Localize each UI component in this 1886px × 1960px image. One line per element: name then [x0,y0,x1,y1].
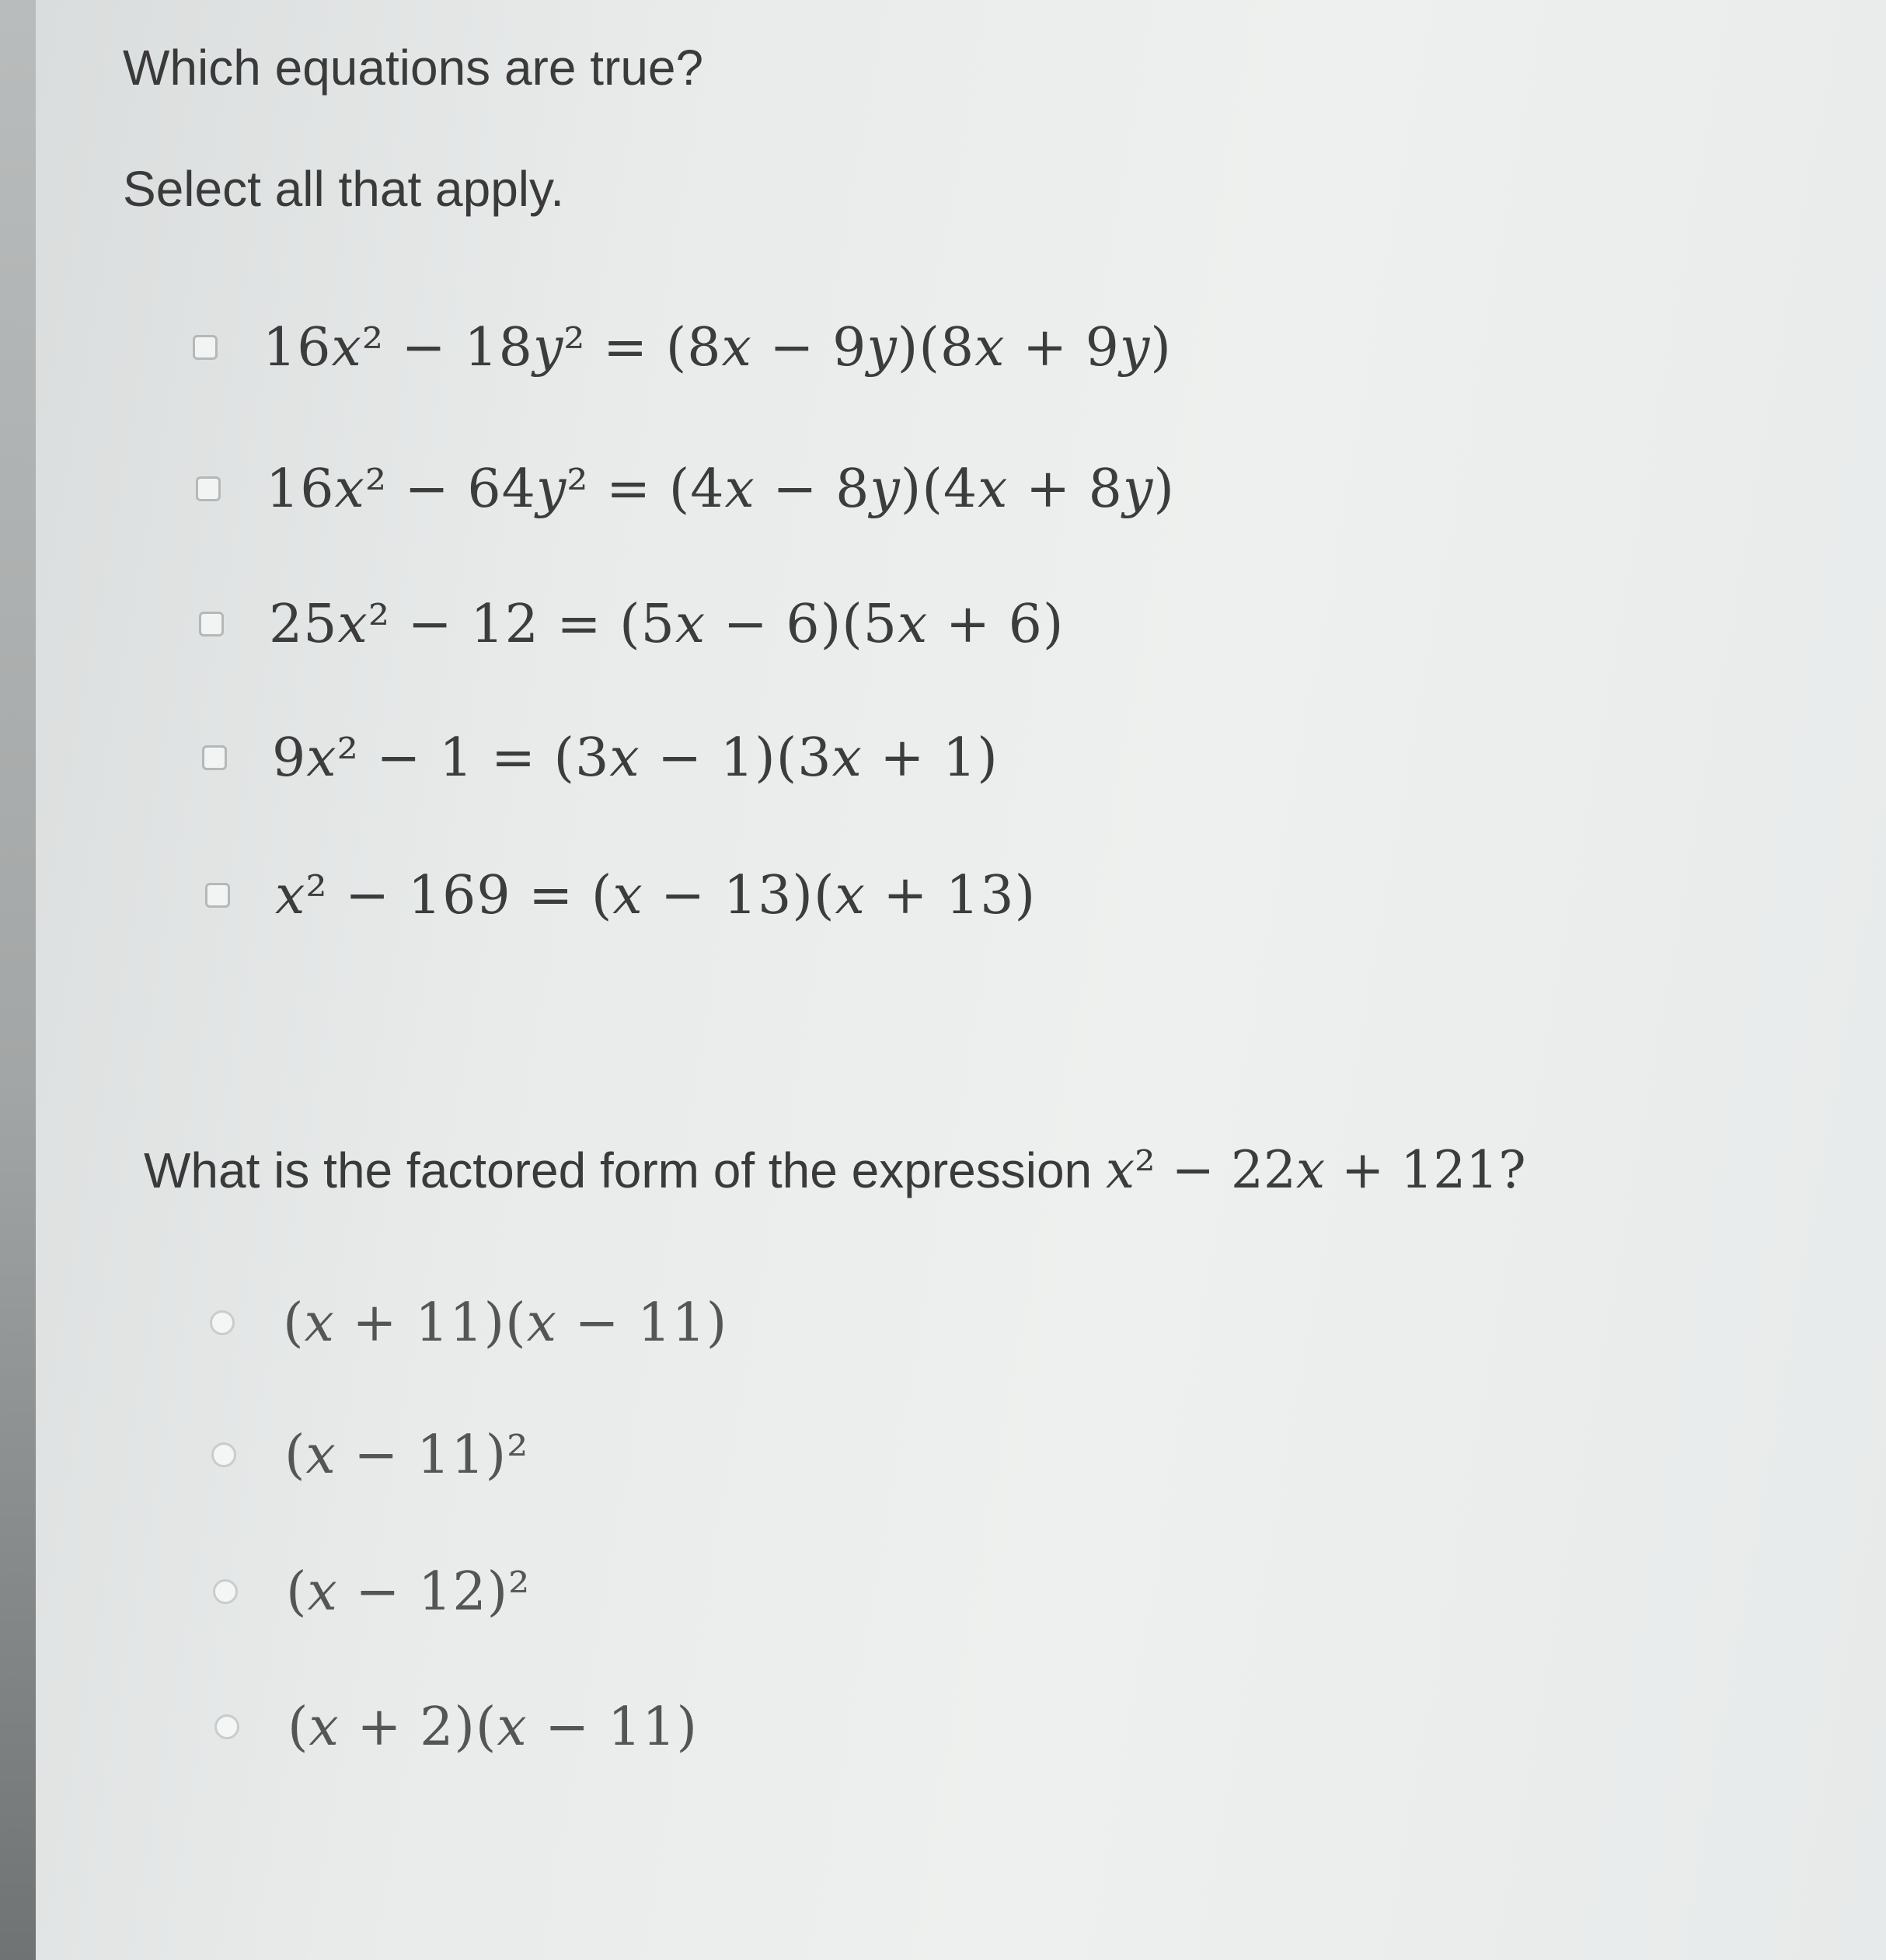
radio-button[interactable] [210,1310,235,1335]
question-1-instruction: Select all that apply. [123,161,565,217]
q1-option-2-label: 16𝑥² − 64𝑦² = (4𝑥 − 8𝑦)(4𝑥 + 8𝑦) [266,458,1175,520]
radio-button[interactable] [213,1579,238,1604]
q1-option-1-label: 16𝑥² − 18𝑦² = (8𝑥 − 9𝑦)(8𝑥 + 9𝑦) [263,316,1172,378]
q1-option-1[interactable] [193,305,1172,390]
question-2-title [144,1140,1526,1200]
checkbox[interactable] [196,476,221,501]
radio-button[interactable] [214,1714,239,1739]
q2-option-1-label: (𝑥 + 11)(𝑥 − 11) [283,1292,728,1354]
question-1-title: Which equations are true? [123,40,704,96]
q2-option-3[interactable] [213,1549,530,1634]
checkbox[interactable] [199,612,224,636]
q1-option-4-label: 9𝑥² − 1 = (3𝑥 − 1)(3𝑥 + 1) [272,727,999,789]
q1-option-5[interactable] [205,853,1036,938]
q2-option-3-label: (𝑥 − 12)² [286,1561,531,1623]
q1-option-5-label: 𝑥² − 169 = (𝑥 − 13)(𝑥 + 13) [275,864,1037,926]
q1-option-3-label: 25𝑥² − 12 = (5𝑥 − 6)(5𝑥 + 6) [269,593,1065,655]
radio-button[interactable] [211,1442,236,1467]
screen-bezel [0,0,36,1960]
checkbox[interactable] [202,745,227,770]
q2-option-2[interactable] [211,1412,528,1498]
q2-option-4[interactable] [214,1684,698,1770]
q1-option-3[interactable] [199,581,1064,667]
q2-option-4-label: (𝑥 + 2)(𝑥 − 11) [288,1696,699,1758]
checkbox[interactable] [193,335,218,360]
checkbox[interactable] [205,883,230,908]
q1-option-4[interactable] [202,715,999,800]
q2-option-1[interactable] [210,1280,727,1365]
question-2-title-text: What is the factored form of the expression [144,1142,1106,1198]
question-2-expression: 𝑥² − 22𝑥 + 121? [1105,1140,1526,1200]
q2-option-2-label: (𝑥 − 11)² [284,1424,529,1486]
q1-option-2[interactable] [196,446,1175,532]
